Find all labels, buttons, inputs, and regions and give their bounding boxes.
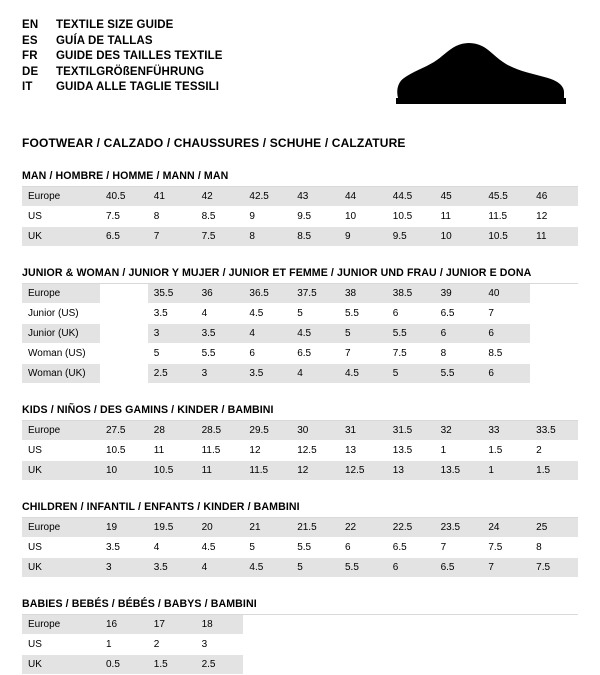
size-cell: 22.5: [387, 518, 435, 538]
size-cell: 11: [435, 207, 483, 227]
row-label: Junior (US): [22, 304, 100, 324]
size-cell: 13.5: [435, 461, 483, 481]
size-cell: 9.5: [387, 227, 435, 247]
table-row: [22, 558, 578, 578]
size-cell: 4: [291, 364, 339, 384]
language-code: FR: [22, 50, 38, 62]
size-cell: 5: [148, 344, 196, 364]
row-label: Woman (US): [22, 344, 100, 364]
size-cell: 11.5: [243, 461, 291, 481]
size-cell: 2: [148, 635, 196, 655]
row-label: UK: [22, 461, 100, 481]
size-cell: 1: [100, 635, 148, 655]
row-label: UK: [22, 655, 100, 675]
size-cell: 35.5: [148, 284, 196, 304]
size-cell: 5.5: [387, 324, 435, 344]
language-title: TEXTILGRÖßENFÜHRUNG: [56, 65, 205, 78]
size-cell: 32: [435, 421, 483, 441]
size-cell: 3.5: [196, 324, 244, 344]
size-cell: 24: [482, 518, 530, 538]
size-cell: 43: [291, 187, 339, 207]
size-cell: 21.5: [291, 518, 339, 538]
size-cell: 38.5: [387, 284, 435, 304]
row-label: US: [22, 538, 100, 558]
size-cell: 1.5: [482, 441, 530, 461]
size-cell: 6: [387, 558, 435, 578]
size-cell: 6: [435, 324, 483, 344]
language-title: GUÍA DE TALLAS: [56, 34, 153, 47]
size-table-group: [22, 501, 578, 578]
size-cell: 16: [100, 615, 148, 635]
size-cell: [243, 615, 291, 635]
size-cell: 5.5: [435, 364, 483, 384]
size-cell: 12.5: [339, 461, 387, 481]
row-label: US: [22, 441, 100, 461]
size-cell: 7.5: [530, 558, 578, 578]
size-cell: 13: [387, 461, 435, 481]
size-cell: 1.5: [148, 655, 196, 675]
size-cell: 4.5: [196, 538, 244, 558]
row-label: Europe: [22, 284, 100, 304]
size-cell: 8: [243, 227, 291, 247]
size-cell: 28.5: [196, 421, 244, 441]
size-cell: 4: [243, 324, 291, 344]
size-cell: 7: [482, 304, 530, 324]
size-table-group: [22, 170, 578, 247]
size-cell: 31: [339, 421, 387, 441]
size-table: [22, 421, 578, 481]
size-cell: 37.5: [291, 284, 339, 304]
size-cell: 36.5: [243, 284, 291, 304]
size-cell: 3: [100, 558, 148, 578]
size-cell: 4: [148, 538, 196, 558]
table-row: [22, 421, 578, 441]
size-cell: 19.5: [148, 518, 196, 538]
size-cell: 8: [435, 344, 483, 364]
size-table: [22, 187, 578, 247]
size-cell: 10.5: [482, 227, 530, 247]
size-cell: 5: [291, 558, 339, 578]
size-cell: 39: [435, 284, 483, 304]
size-cell: 44: [339, 187, 387, 207]
table-row: [22, 324, 578, 344]
size-cell: [482, 615, 530, 635]
size-cell: 7: [148, 227, 196, 247]
size-cell: [339, 635, 387, 655]
size-cell: 5.5: [196, 344, 244, 364]
dress-shoe-icon: [390, 40, 570, 110]
row-label: UK: [22, 558, 100, 578]
size-cell: [100, 324, 148, 344]
size-cell: 27.5: [100, 421, 148, 441]
size-cell: [339, 655, 387, 675]
size-table-title: BABIES / BEBÉS / BÉBÉS / BABYS / BAMBINI: [22, 598, 578, 615]
size-cell: [530, 364, 578, 384]
row-label: Europe: [22, 615, 100, 635]
size-cell: [243, 655, 291, 675]
language-code: EN: [22, 19, 39, 31]
size-cell: 7.5: [196, 227, 244, 247]
size-cell: 3.5: [148, 304, 196, 324]
size-cell: 45.5: [482, 187, 530, 207]
size-cell: [243, 635, 291, 655]
size-cell: 6.5: [435, 558, 483, 578]
size-cell: 13.5: [387, 441, 435, 461]
size-cell: 1: [482, 461, 530, 481]
size-cell: 40: [482, 284, 530, 304]
size-cell: [435, 635, 483, 655]
document-header: [22, 18, 578, 118]
table-row: [22, 615, 578, 635]
size-cell: 6: [339, 538, 387, 558]
size-cell: 7.5: [100, 207, 148, 227]
size-cell: [482, 635, 530, 655]
row-label: Woman (UK): [22, 364, 100, 384]
size-table-title: MAN / HOMBRE / HOMME / MANN / MAN: [22, 170, 578, 187]
size-cell: 4.5: [243, 304, 291, 324]
size-cell: 9: [243, 207, 291, 227]
size-cell: [387, 635, 435, 655]
size-cell: [387, 655, 435, 675]
size-cell: 38: [339, 284, 387, 304]
size-cell: 2: [530, 441, 578, 461]
footwear-section-title: FOOTWEAR / CALZADO / CHAUSSURES / SCHUHE / CALZATURE: [22, 136, 406, 150]
table-row: [22, 441, 578, 461]
size-cell: 4: [196, 304, 244, 324]
size-cell: 10.5: [387, 207, 435, 227]
size-cell: 33.5: [530, 421, 578, 441]
size-cell: 13: [339, 441, 387, 461]
size-cell: 3.5: [243, 364, 291, 384]
size-cell: [530, 655, 578, 675]
table-row: [22, 655, 578, 675]
table-row: [22, 187, 578, 207]
table-row: [22, 538, 578, 558]
table-row: [22, 364, 578, 384]
size-cell: 3.5: [100, 538, 148, 558]
table-row: [22, 518, 578, 538]
size-cell: 7: [339, 344, 387, 364]
size-cell: [100, 364, 148, 384]
size-cell: 11.5: [196, 441, 244, 461]
row-label: Europe: [22, 421, 100, 441]
size-cell: 10: [435, 227, 483, 247]
size-cell: 5: [291, 304, 339, 324]
size-cell: 12: [243, 441, 291, 461]
size-table: [22, 284, 578, 384]
size-cell: 6: [387, 304, 435, 324]
size-cell: 4.5: [339, 364, 387, 384]
size-cell: 23.5: [435, 518, 483, 538]
size-cell: [387, 615, 435, 635]
size-cell: 10.5: [100, 441, 148, 461]
size-cell: 11: [196, 461, 244, 481]
size-cell: 33: [482, 421, 530, 441]
size-cell: 7.5: [482, 538, 530, 558]
size-cell: 20: [196, 518, 244, 538]
language-row: [22, 18, 578, 34]
row-label: US: [22, 635, 100, 655]
size-cell: 11: [530, 227, 578, 247]
size-cell: 5: [387, 364, 435, 384]
size-cell: 31.5: [387, 421, 435, 441]
size-cell: 9.5: [291, 207, 339, 227]
size-cell: 8.5: [291, 227, 339, 247]
row-label: UK: [22, 227, 100, 247]
size-cell: 10: [339, 207, 387, 227]
size-cell: 6.5: [435, 304, 483, 324]
size-cell: 29.5: [243, 421, 291, 441]
table-row: [22, 344, 578, 364]
size-cell: [482, 655, 530, 675]
size-cell: 8.5: [196, 207, 244, 227]
size-cell: 7.5: [387, 344, 435, 364]
size-cell: 6.5: [100, 227, 148, 247]
size-cell: 10: [100, 461, 148, 481]
size-cell: 3.5: [148, 558, 196, 578]
size-cell: 18: [196, 615, 244, 635]
size-cell: 6.5: [291, 344, 339, 364]
size-cell: 0.5: [100, 655, 148, 675]
size-table-group: [22, 267, 578, 384]
row-label: Junior (UK): [22, 324, 100, 344]
language-code: IT: [22, 81, 33, 93]
size-cell: [435, 615, 483, 635]
table-row: [22, 304, 578, 324]
size-table-title: JUNIOR & WOMAN / JUNIOR Y MUJER / JUNIOR ET FEMME / JUNIOR UND FRAU / JUNIOR E DONA: [22, 267, 578, 284]
size-cell: 8.5: [482, 344, 530, 364]
language-title: GUIDA ALLE TAGLIE TESSILI: [56, 81, 220, 93]
size-table-title: CHILDREN / INFANTIL / ENFANTS / KINDER / BAMBINI: [22, 501, 578, 518]
size-tables-container: [22, 170, 578, 675]
size-cell: 10.5: [148, 461, 196, 481]
size-cell: 36: [196, 284, 244, 304]
size-cell: 1.5: [530, 461, 578, 481]
size-cell: 40.5: [100, 187, 148, 207]
size-cell: 19: [100, 518, 148, 538]
size-cell: 8: [148, 207, 196, 227]
size-cell: 42: [196, 187, 244, 207]
size-cell: 45: [435, 187, 483, 207]
language-title: GUIDE DES TAILLES TEXTILE: [56, 50, 223, 62]
table-row: [22, 207, 578, 227]
size-cell: [530, 304, 578, 324]
size-cell: 12: [530, 207, 578, 227]
row-label: Europe: [22, 518, 100, 538]
size-cell: 5.5: [339, 304, 387, 324]
size-cell: 3: [196, 364, 244, 384]
size-cell: 22: [339, 518, 387, 538]
size-cell: [530, 635, 578, 655]
size-cell: 12: [291, 461, 339, 481]
size-cell: 6: [243, 344, 291, 364]
size-cell: 30: [291, 421, 339, 441]
size-cell: 21: [243, 518, 291, 538]
size-cell: 7: [435, 538, 483, 558]
size-table-group: [22, 404, 578, 481]
size-table: [22, 518, 578, 578]
size-cell: 5.5: [291, 538, 339, 558]
size-cell: 3: [148, 324, 196, 344]
size-cell: 11: [148, 441, 196, 461]
size-cell: 11.5: [482, 207, 530, 227]
size-cell: 1: [435, 441, 483, 461]
size-cell: [530, 615, 578, 635]
row-label: Europe: [22, 187, 100, 207]
size-cell: 2.5: [196, 655, 244, 675]
size-cell: 6: [482, 364, 530, 384]
size-cell: 44.5: [387, 187, 435, 207]
size-cell: 5.5: [339, 558, 387, 578]
table-row: [22, 461, 578, 481]
size-table: [22, 615, 578, 675]
table-row: [22, 227, 578, 247]
size-cell: 6: [482, 324, 530, 344]
size-cell: [291, 615, 339, 635]
size-cell: 7: [482, 558, 530, 578]
size-cell: 4.5: [291, 324, 339, 344]
size-cell: 8: [530, 538, 578, 558]
size-cell: [100, 304, 148, 324]
size-cell: 25: [530, 518, 578, 538]
size-cell: [435, 655, 483, 675]
table-row: [22, 284, 578, 304]
size-cell: 5: [339, 324, 387, 344]
size-cell: 9: [339, 227, 387, 247]
size-cell: 42.5: [243, 187, 291, 207]
size-cell: [100, 284, 148, 304]
size-cell: 41: [148, 187, 196, 207]
language-code: DE: [22, 65, 39, 78]
size-cell: 28: [148, 421, 196, 441]
size-cell: 2.5: [148, 364, 196, 384]
size-cell: [339, 615, 387, 635]
language-code: ES: [22, 34, 38, 47]
table-row: [22, 635, 578, 655]
size-cell: [291, 655, 339, 675]
language-title: TEXTILE SIZE GUIDE: [56, 19, 174, 31]
size-cell: 3: [196, 635, 244, 655]
size-table-group: [22, 598, 578, 675]
size-table-title: KIDS / NIÑOS / DES GAMINS / KINDER / BAMBINI: [22, 404, 578, 421]
size-cell: [291, 635, 339, 655]
size-cell: 12.5: [291, 441, 339, 461]
size-cell: 4.5: [243, 558, 291, 578]
size-cell: 6.5: [387, 538, 435, 558]
row-label: US: [22, 207, 100, 227]
size-cell: [530, 284, 578, 304]
size-cell: 5: [243, 538, 291, 558]
size-cell: [530, 324, 578, 344]
size-cell: [530, 344, 578, 364]
size-cell: 4: [196, 558, 244, 578]
size-cell: 17: [148, 615, 196, 635]
size-cell: [100, 344, 148, 364]
size-cell: 46: [530, 187, 578, 207]
